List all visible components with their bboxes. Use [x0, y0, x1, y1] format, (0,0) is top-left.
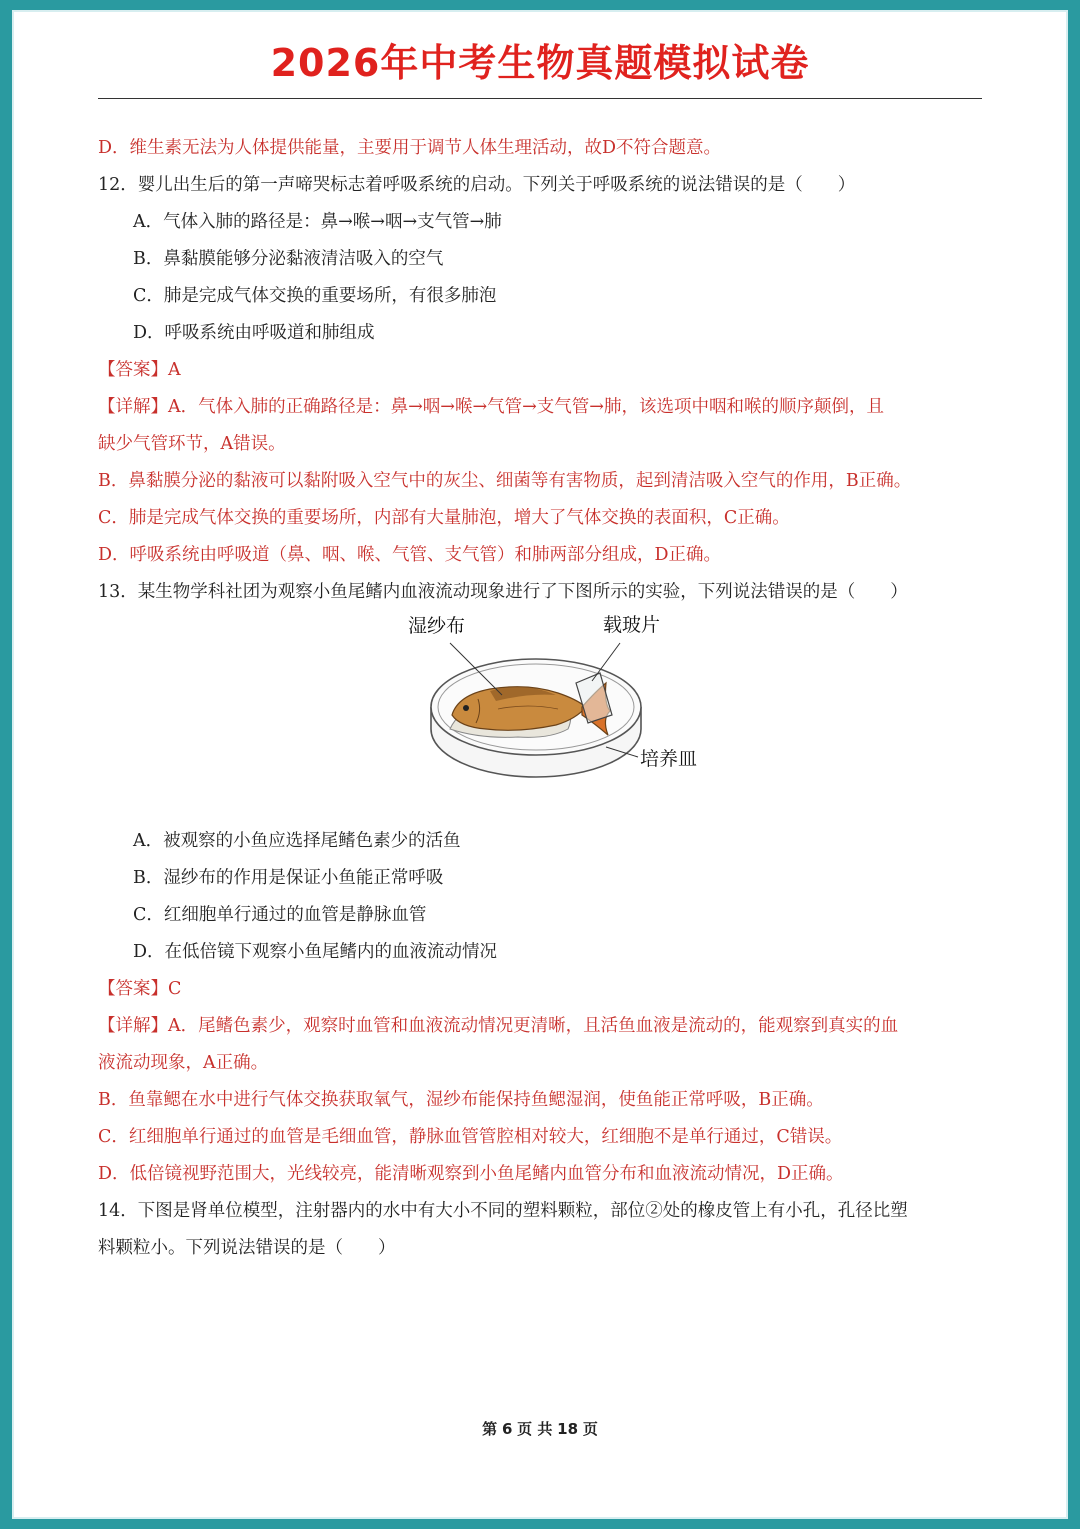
- question-13-option-d: D．在低倍镜下观察小鱼尾鳍内的血液流动情况: [133, 942, 498, 962]
- question-12-explanation-line: 【详解】A．气体入肺的正确路径是：鼻→咽→喉→气管→支气管→肺，该选项中咽和喉的顺序颠倒，且: [98, 397, 884, 417]
- question-14-stem-continued: 料颗粒小。下列说法错误的是（ ）: [98, 1238, 396, 1258]
- label-glass-slide: 载玻片: [603, 614, 661, 636]
- document-title: 2026年中考生物真题模拟试卷: [270, 41, 810, 85]
- question-13-option-c: C．红细胞单行通过的血管是静脉血管: [133, 905, 427, 925]
- fish-in-petri-dish-illustration: [98, 611, 986, 823]
- question-12-explanation-line: 缺少气管环节，A错误。: [98, 434, 286, 454]
- page-content: [98, 130, 986, 1267]
- question-14-stem: 14．下图是肾单位模型，注射器内的水中有大小不同的塑料颗粒，部位②处的橡皮管上有小孔，孔径比塑: [98, 1201, 908, 1221]
- question-12-answer: 【答案】A: [98, 360, 181, 380]
- footer-prefix: 第: [482, 1420, 498, 1438]
- page-total: 18: [557, 1420, 579, 1438]
- question-12-explanation-line: B．鼻黏膜分泌的黏液可以黏附吸入空气中的灰尘、细菌等有害物质，起到清洁吸入空气的作用，B正确。: [98, 471, 912, 491]
- question-12-option-a: A．气体入肺的路径是：鼻→喉→咽→支气管→肺: [133, 212, 502, 232]
- question-13-explanation-line: 液流动现象，A正确。: [98, 1053, 269, 1073]
- question-13-explanation-line: B．鱼靠鳃在水中进行气体交换获取氧气，湿纱布能保持鱼鳃湿润，使鱼能正常呼吸，B正确。: [98, 1090, 824, 1110]
- explanation-line: D．维生素无法为人体提供能量，主要用于调节人体生理活动，故D不符合题意。: [98, 138, 722, 158]
- question-13-explanation-line: D．低倍镜视野范围大，光线较亮，能清晰观察到小鱼尾鳍内血管分布和血液流动情况，D正确。: [98, 1164, 844, 1184]
- page-footer: [12, 1418, 1068, 1439]
- title-divider: [98, 98, 982, 99]
- fish-experiment-figure: [98, 611, 986, 823]
- question-13-option-b: B．湿纱布的作用是保证小鱼能正常呼吸: [133, 868, 444, 888]
- label-petri-dish: 培养皿: [640, 748, 698, 770]
- question-13-stem: 13．某生物学科社团为观察小鱼尾鳍内血液流动现象进行了下图所示的实验，下列说法错误的是（ ）: [98, 582, 908, 602]
- question-12-option-d: D．呼吸系统由呼吸道和肺组成: [133, 323, 375, 343]
- question-13-option-a: A．被观察的小鱼应选择尾鳍色素少的活鱼: [133, 831, 461, 851]
- question-12-explanation-line: D．呼吸系统由呼吸道（鼻、咽、喉、气管、支气管）和肺两部分组成，D正确。: [98, 545, 722, 565]
- question-12-option-b: B．鼻黏膜能够分泌黏液清洁吸入的空气: [133, 249, 444, 269]
- question-12-stem: 12．婴儿出生后的第一声啼哭标志着呼吸系统的启动。下列关于呼吸系统的说法错误的是（ ）: [98, 175, 856, 195]
- exam-page: [12, 10, 1068, 1519]
- label-wet-gauze: 湿纱布: [408, 615, 466, 637]
- footer-mid: 页 共: [517, 1420, 553, 1438]
- question-12-option-c: C．肺是完成气体交换的重要场所，有很多肺泡: [133, 286, 497, 306]
- question-13-explanation-line: 【详解】A．尾鳍色素少，观察时血管和血液流动情况更清晰，且活鱼血液是流动的，能观察到真实的血: [98, 1016, 899, 1036]
- footer-suffix: 页: [582, 1420, 598, 1438]
- page-number: 6: [501, 1420, 513, 1438]
- question-13-answer: 【答案】C: [98, 979, 182, 999]
- question-13-explanation-line: C．红细胞单行通过的血管是毛细血管，静脉血管管腔相对较大，红细胞不是单行通过，C错误。: [98, 1127, 843, 1147]
- question-12-explanation-line: C．肺是完成气体交换的重要场所，内部有大量肺泡，增大了气体交换的表面积，C正确。: [98, 508, 790, 528]
